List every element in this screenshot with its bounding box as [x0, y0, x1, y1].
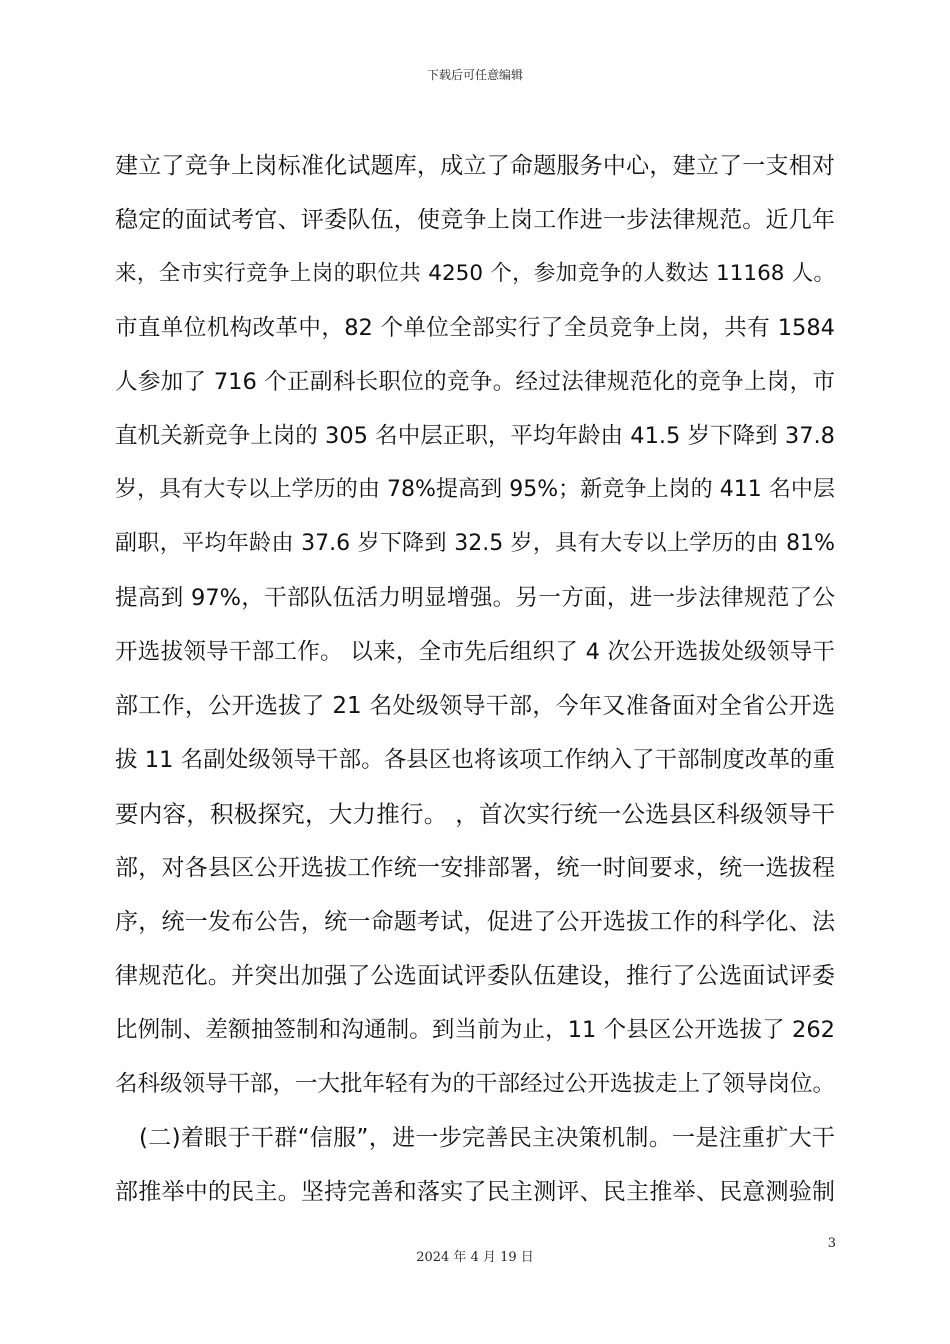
text-line: 市直单位机构改革中，82 个单位全部实行了全员竞争上岗，共有 1584	[115, 315, 835, 341]
text-line: 部工作，公开选拔了 21 名处级领导干部，今年又准备面对全省公开选	[115, 693, 835, 719]
text-line: 律规范化。并突出加强了公选面试评委队伍建设，推行了公选面试评委	[115, 963, 835, 989]
text-line: 副职，平均年龄由 37.6 岁下降到 32.5 岁，具有大专以上学历的由 81%	[115, 531, 835, 556]
text-line: 稳定的面试考官、评委队伍，使竞争上岗工作进一步法律规范。近几年	[115, 207, 835, 233]
text-line: 部推举中的民主。坚持完善和落实了民主测评、民主推举、民意测验制	[115, 1179, 835, 1205]
page-number: 3	[827, 1236, 836, 1251]
text-line: 开选拔领导干部工作。 以来，全市先后组织了 4 次公开选拔处级领导干	[115, 639, 835, 665]
text-line: 拔 11 名副处级领导干部。各县区也将该项工作纳入了干部制度改革的重	[115, 747, 835, 773]
section-heading-line: (二)着眼于干群“信服”，进一步完善民主决策机制。一是注重扩大干	[139, 1125, 835, 1151]
text-line: 比例制、差额抽签制和沟通制。到当前为止，11 个县区公开选拔了 262	[115, 1017, 835, 1043]
text-line: 直机关新竞争上岗的 305 名中层正职，平均年龄由 41.5 岁下降到 37.8	[115, 423, 835, 449]
text-line: 来，全市实行竞争上岗的职位共 4250 个，参加竞争的人数达 11168 人。	[115, 261, 835, 286]
text-line: 名科级领导干部，一大批年轻有为的干部经过公开选拔走上了领导岗位。	[115, 1071, 836, 1097]
header-note: 下载后可任意编辑	[426, 68, 523, 82]
text-line: 提高到 97%，干部队伍活力明显增强。另一方面，进一步法律规范了公	[115, 585, 835, 611]
text-line: 建立了竞争上岗标准化试题库，成立了命题服务中心，建立了一支相对	[115, 153, 835, 179]
text-line: 岁，具有大专以上学历的由 78%提高到 95%；新竞争上岗的 411 名中层	[115, 477, 835, 502]
body-text	[115, 145, 835, 1225]
text-line: 序，统一发布公告，统一命题考试，促进了公开选拔工作的科学化、法	[115, 909, 835, 935]
text-line: 人参加了 716 个正副科长职位的竞争。经过法律规范化的竞争上岗，市	[115, 369, 835, 395]
footer-date: 2024 年 4 月 19 日	[416, 1250, 534, 1265]
text-line: 部，对各县区公开选拔工作统一安排部署，统一时间要求，统一选拔程	[115, 855, 835, 881]
text-line: 要内容，积极探究，大力推行。 ，首次实行统一公选县区科级领导干	[115, 800, 835, 828]
